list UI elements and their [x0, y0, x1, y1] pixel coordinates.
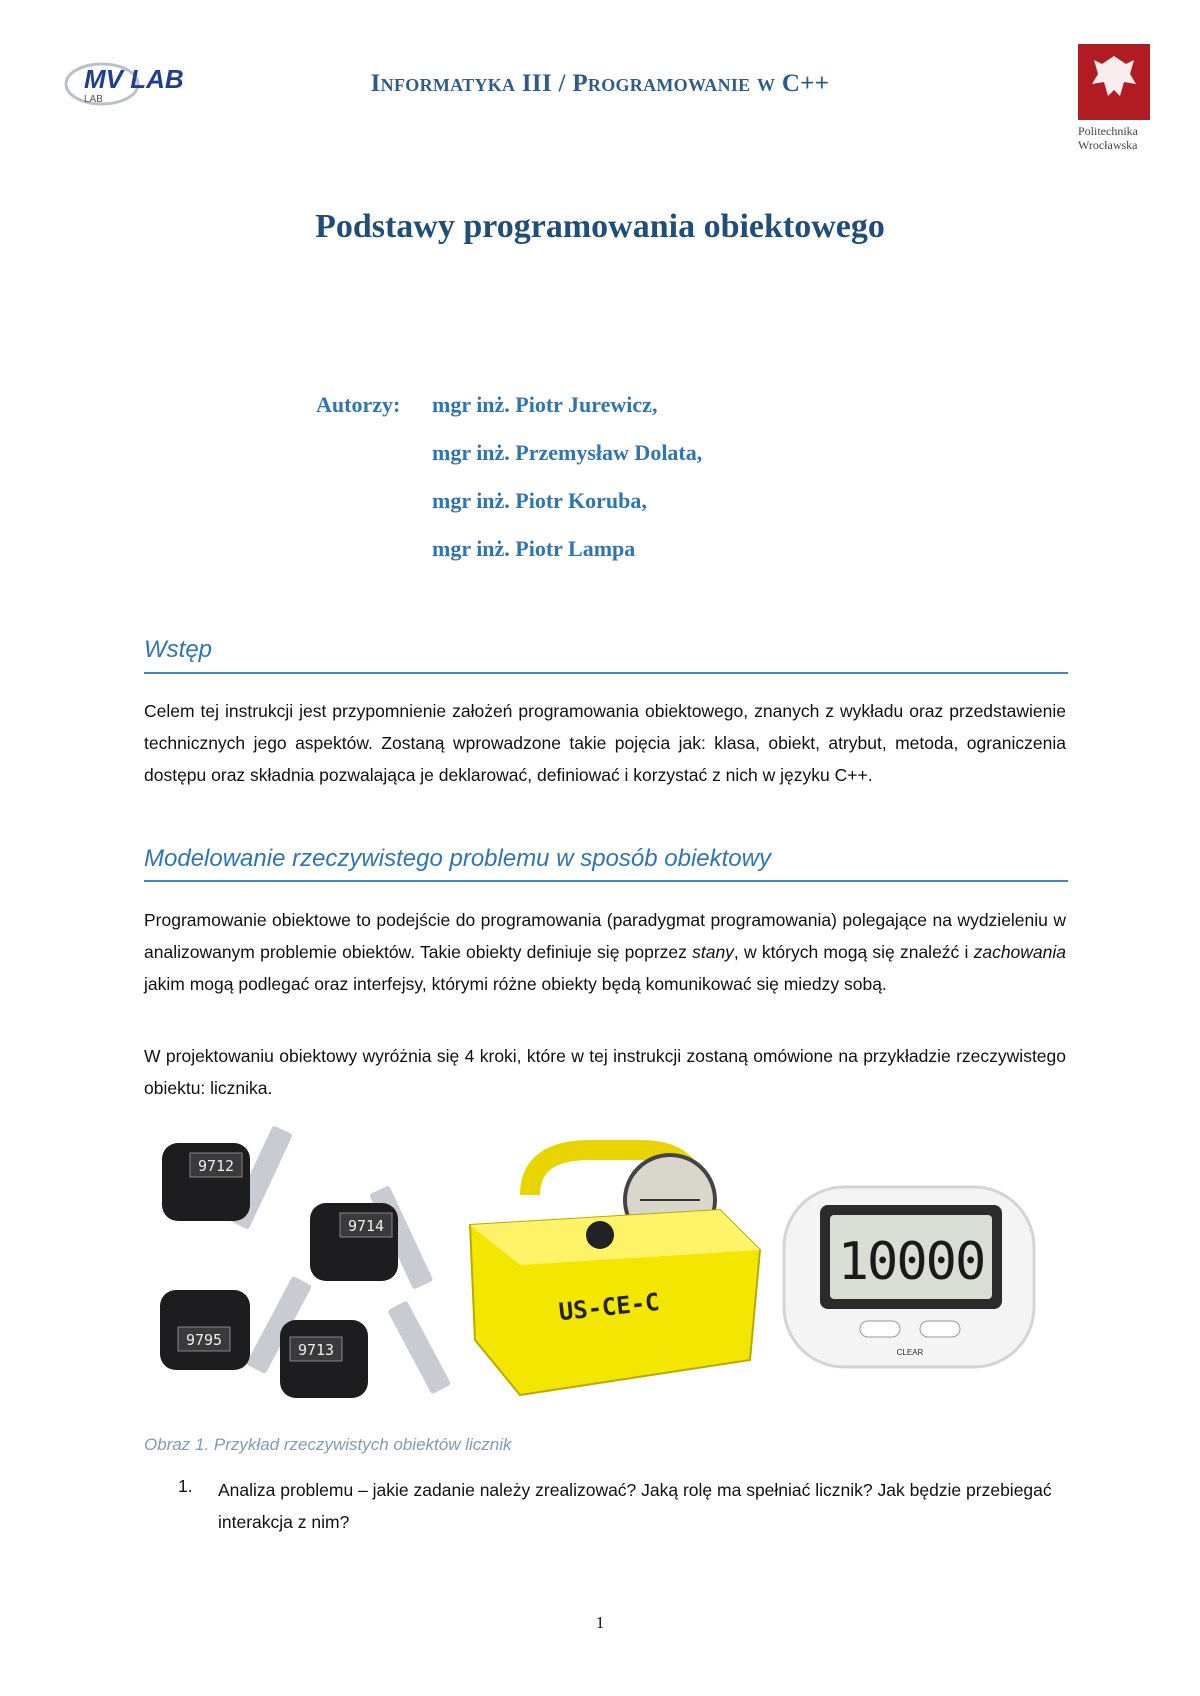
- heading-rule: [144, 880, 1068, 882]
- oop-paragraph: Programowanie obiektowe to podejście do programowania (paradygmat programowania) polegające na wydzieleniu w analizowanym problemie obiektów. Takie obiekty definiuje się poprzez stany, w których mogą się znaleźć i zachowania jakim mogą podlegać oraz interfejsy, którymi różne obiekty będą komunikować się miedzy sobą.: [144, 910, 1067, 994]
- heading-wstep: Wstęp: [144, 636, 213, 663]
- tally-counters-photo: [150, 1115, 450, 1405]
- geiger-counter-photo: [460, 1140, 770, 1400]
- intro-paragraph: Celem tej instrukcji jest przypomnienie założeń programowania obiektowego, znanych z wykładu oraz przedstawienie technicznych jego aspektów. Zostaną wprowadzone takie pojęcia jak: klasa, obiekt, atrybut, metoda, ograniczenia dostępu oraz składnia pozwalająca je deklarować, definiować i korzystać z nich w języku C++.: [144, 701, 1066, 785]
- document-title: Podstawy programowania obiektowego: [315, 208, 885, 245]
- heading-modelowanie: Modelowanie rzeczywistego problemu w sposób obiektowy: [144, 845, 771, 872]
- digital-display: 10000: [837, 1232, 985, 1292]
- author-2: mgr inż. Przemysław Dolata,: [432, 440, 703, 465]
- pwr-name-line1: Politechnika: [1078, 124, 1138, 138]
- clear-label: CLEAR: [896, 1348, 924, 1357]
- counter-label-3: 9795: [185, 1331, 223, 1349]
- counter-label-1: 9712: [197, 1157, 235, 1175]
- list-item: Analiza problemu – jakie zadanie należy zrealizować? Jaką rolę ma spełniać licznik? Jak będzie przebiegać interakcja z nim?: [218, 1480, 1052, 1532]
- course-title: Informatyka III / Programowanie w C++: [370, 70, 830, 97]
- author-4: mgr inż. Piotr Lampa: [432, 536, 636, 561]
- steps-paragraph: W projektowaniu obiektowy wyróżnia się 4 kroki, które w tej instrukcji zostaną omówione na przykładzie rzeczywistego obiektu: licznika.: [144, 1046, 1066, 1098]
- counter-label-2: 9714: [347, 1217, 385, 1235]
- pwr-name-line2: Wrocławska: [1078, 138, 1138, 152]
- counter-label-4: 9713: [297, 1341, 335, 1359]
- figure-caption: Obraz 1. Przykład rzeczywistych obiektów licznik: [144, 1435, 512, 1454]
- pwr-name: [1078, 124, 1188, 152]
- author-3: mgr inż. Piotr Koruba,: [432, 488, 647, 513]
- svg-text:LAB: LAB: [84, 94, 103, 105]
- pwr-logo: [1078, 44, 1150, 120]
- mv-logo-text: MV LAB: [84, 64, 184, 94]
- page-number: 1: [595, 1613, 605, 1632]
- heading-rule: [144, 672, 1068, 674]
- list-item-number: 1.: [178, 1476, 193, 1496]
- authors-label: Autorzy:: [316, 392, 401, 417]
- digital-counter-photo: [778, 1183, 1040, 1373]
- geiger-label: US-CE-C: [557, 1287, 661, 1327]
- author-1: mgr inż. Piotr Jurewicz,: [432, 392, 658, 417]
